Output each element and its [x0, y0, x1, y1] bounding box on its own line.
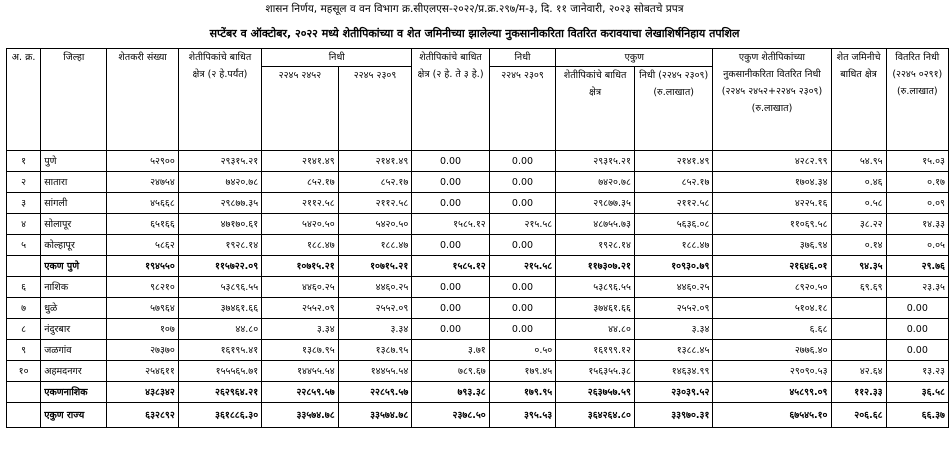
cell-value: ४५८९९.०९: [713, 382, 831, 403]
cell-value: १४४५५.५४: [338, 361, 412, 382]
cell-value: [831, 298, 886, 319]
cell-value: ३३९७०.३१: [634, 403, 713, 428]
cell-value: १५६३५५.३८: [556, 361, 635, 382]
cell-value: १९२८.१४: [556, 235, 635, 256]
cell-value: २९.७६: [886, 256, 948, 277]
cell-value: २०६.६८: [831, 403, 886, 428]
cell-value: २३०३९.५२: [634, 382, 713, 403]
header-grand: एकुण शेतीपिकांच्या नुकसानीकरिता वितरित निधी (२२४५ २४५२+२२४५ २३०९) (रु.लाखात): [713, 49, 831, 151]
cell-value: २२८५९.५७: [262, 382, 339, 403]
page-caption: शासन निर्णय, महसूल व वन विभाग क्र.सीएलएस-२०२२/प्र.क्र.२९७/म-३, दि. ११ जानेवारी, २०२३ सोबतचे प्रपत्र: [265, 3, 684, 15]
cell-value: २५४६११: [107, 361, 178, 382]
cell-value: ३७४६१.६६: [556, 298, 635, 319]
cell-value: ५३८९६.५५: [178, 277, 261, 298]
cell-district: पुणे: [41, 151, 107, 172]
cell-district: एकणनाशिक: [41, 382, 107, 403]
cell-value: ६५१६६: [107, 214, 178, 235]
header-total-area: शेतीपिकांचे बाधित क्षेत्र: [556, 67, 635, 151]
header-sr: अ. क्र.: [7, 49, 41, 151]
cell-value: ११२.३३: [831, 382, 886, 403]
cell-value: २११२.५८: [634, 193, 713, 214]
header-farmers: शेतकरी संख्या: [107, 49, 178, 151]
cell-value: ०.०५: [886, 235, 948, 256]
cell-value: ४२.६४: [831, 361, 886, 382]
cell-value: ३.३४: [262, 319, 339, 340]
header-fund-b: २२४५ २३०९: [338, 67, 412, 151]
cell-district: सातारा: [41, 172, 107, 193]
cell-value: ४४.८०: [178, 319, 261, 340]
page-title: सप्टेंबर व ऑक्टोबर, २०२२ मध्ये शेतीपिकांच्या व शेत जमिनीच्या झालेल्या नुकसानीकरिता वितरित करावयाचा लेखाशिर्षनिहाय तपशिल: [209, 27, 740, 40]
table-body: [7, 151, 949, 428]
cell-value: २२८५९.५७: [338, 382, 412, 403]
cell-sr: ८: [7, 319, 41, 340]
table-row: [7, 319, 949, 340]
header-land: शेत जमिनीचे बाधित क्षेत्र: [831, 49, 886, 151]
cell-value: ८५२.१७: [338, 172, 412, 193]
cell-value: ५२९००: [107, 151, 178, 172]
cell-value: १६१९५.४१: [178, 340, 261, 361]
cell-district: एकण पुणे: [41, 256, 107, 277]
table-row: [7, 277, 949, 298]
cell-value: ५१०४.१८: [713, 298, 831, 319]
cell-value: ३८.२२: [831, 214, 886, 235]
cell-value: 0.00: [412, 277, 489, 298]
cell-value: ४३८३४२: [107, 382, 178, 403]
cell-value: ३३५७४.७८: [262, 403, 339, 428]
cell-district: सोलापूर: [41, 214, 107, 235]
cell-value: ५७९६४: [107, 298, 178, 319]
cell-value: ०.४६: [831, 172, 886, 193]
table-row: [7, 340, 949, 361]
table-row: [7, 172, 949, 193]
cell-value: १९४५५०: [107, 256, 178, 277]
cell-value: ८५२.१७: [634, 172, 713, 193]
cell-value: ०.१७: [886, 172, 948, 193]
cell-value: 0.00: [412, 172, 489, 193]
cell-value: ११५७२२.०९: [178, 256, 261, 277]
cell-value: ४८७५५.७३: [556, 214, 635, 235]
cell-value: १८८.४७: [338, 235, 412, 256]
header-fund2-a: २२४५ २३०९: [489, 67, 556, 151]
cell-district: अहमदनगर: [41, 361, 107, 382]
cell-value: १७९.९५: [489, 382, 556, 403]
cell-value: ३६१८८६.३०: [178, 403, 261, 428]
data-table: [6, 48, 949, 428]
table-row: [7, 361, 949, 382]
cell-value: २१४१.४९: [634, 151, 713, 172]
cell-value: ४२२५.१६: [713, 193, 831, 214]
cell-value: २५५२.०९: [634, 298, 713, 319]
cell-value: 0.00: [489, 193, 556, 214]
cell-value: २३.३५: [886, 277, 948, 298]
cell-sr: ५: [7, 235, 41, 256]
cell-sr: [7, 403, 41, 428]
cell-value: ४४६०.२५: [338, 277, 412, 298]
header-district: जिल्हा: [41, 49, 107, 151]
cell-value: १८८.४७: [634, 235, 713, 256]
cell-value: ११०६९.५८: [713, 214, 831, 235]
cell-value: १५८५.१२: [412, 214, 489, 235]
cell-value: 0.00: [412, 193, 489, 214]
cell-value: 0.00: [489, 235, 556, 256]
table-row: [7, 298, 949, 319]
table-row: [7, 235, 949, 256]
cell-value: १३८८.४५: [634, 340, 713, 361]
cell-district: नाशिक: [41, 277, 107, 298]
cell-value: [831, 340, 886, 361]
cell-sr: १०: [7, 361, 41, 382]
cell-value: ०.०९: [886, 193, 948, 214]
cell-value: १३८७.९५: [338, 340, 412, 361]
cell-value: 0.00: [412, 298, 489, 319]
cell-value: ३.३४: [634, 319, 713, 340]
cell-value: २९८७७.३५: [178, 193, 261, 214]
cell-value: २१५.५८: [489, 256, 556, 277]
cell-value: ९८२१०: [107, 277, 178, 298]
cell-value: ३७४६१.६६: [178, 298, 261, 319]
cell-value: ७९३.३८: [412, 382, 489, 403]
cell-value: [831, 319, 886, 340]
cell-value: १०७१५.२१: [262, 256, 339, 277]
cell-value: १३.२३: [886, 361, 948, 382]
cell-value: १३८७.९५: [262, 340, 339, 361]
cell-value: ९४.३५: [831, 256, 886, 277]
cell-value: १४६३४.९९: [634, 361, 713, 382]
cell-value: २१४१.४९: [262, 151, 339, 172]
cell-district: नंदुरबार: [41, 319, 107, 340]
header-area: शेतीपिकांचे बाधित क्षेत्र (२ हे.पर्यंत): [178, 49, 261, 151]
cell-district: एकुण राज्य: [41, 403, 107, 428]
cell-value: १४४५५.५४: [262, 361, 339, 382]
cell-value: २६२९६४.२१: [178, 382, 261, 403]
cell-value: २९०९०.५३: [713, 361, 831, 382]
cell-value: २१६४६.०१: [713, 256, 831, 277]
cell-value: 0.00: [489, 298, 556, 319]
cell-value: ४४.८०: [556, 319, 635, 340]
cell-value: ४७१७०.६१: [178, 214, 261, 235]
cell-value: 0.00: [489, 319, 556, 340]
table-row: [7, 151, 949, 172]
cell-value: १५.०३: [886, 151, 948, 172]
header-fund: निधी: [262, 49, 412, 67]
cell-value: १०७: [107, 319, 178, 340]
cell-value: ३.३४: [338, 319, 412, 340]
cell-sr: ३: [7, 193, 41, 214]
cell-value: २५५२.०९: [338, 298, 412, 319]
cell-value: ६३२८९२: [107, 403, 178, 428]
cell-value: ४४६०.२५: [262, 277, 339, 298]
cell-value: ८५२.१७: [262, 172, 339, 193]
cell-value: ५८६२: [107, 235, 178, 256]
cell-value: 0.00: [886, 340, 948, 361]
table-total-row: [7, 256, 949, 277]
cell-value: ४४६०.२५: [634, 277, 713, 298]
cell-value: २९३१५.२१: [556, 151, 635, 172]
cell-value: ०.५०: [489, 340, 556, 361]
cell-value: ६६.३७: [886, 403, 948, 428]
table-row: [7, 193, 949, 214]
cell-sr: [7, 382, 41, 403]
header-fund2: निधी: [489, 49, 556, 67]
cell-value: ३६४२६४.८०: [556, 403, 635, 428]
cell-value: २११२.५८: [262, 193, 339, 214]
cell-value: ०.१४: [831, 235, 886, 256]
table-total-row: [7, 403, 949, 428]
cell-value: १९२८.१४: [178, 235, 261, 256]
cell-sr: ४: [7, 214, 41, 235]
header-total-fund: निधी (२२४५ २३०९) (रु.लाखात): [634, 67, 713, 151]
cell-value: २७७६.४०: [713, 340, 831, 361]
cell-value: १४.३३: [886, 214, 948, 235]
cell-value: ६.६८: [713, 319, 831, 340]
cell-value: ५४२०.५०: [262, 214, 339, 235]
cell-value: २४७५४: [107, 172, 178, 193]
cell-value: 0.00: [412, 235, 489, 256]
cell-district: कोल्हापूर: [41, 235, 107, 256]
cell-value: ५६३६.०८: [634, 214, 713, 235]
cell-value: २९८७७.३५: [556, 193, 635, 214]
header-area2: शेतीपिकांचे बाधित क्षेत्र (२ हे. ते ३ हे.): [412, 49, 489, 151]
cell-value: ३६.५८: [886, 382, 948, 403]
cell-value: ७८९.६७: [412, 361, 489, 382]
cell-sr: ७: [7, 298, 41, 319]
cell-value: 0.00: [412, 151, 489, 172]
cell-sr: ६: [7, 277, 41, 298]
cell-sr: १: [7, 151, 41, 172]
cell-value: ४२८२.९९: [713, 151, 831, 172]
cell-value: 0.00: [489, 277, 556, 298]
cell-value: १८८.४७: [262, 235, 339, 256]
cell-value: ७४२०.७८: [556, 172, 635, 193]
cell-value: ३७६.९४: [713, 235, 831, 256]
header-fund-a: २२४५ २४५२: [262, 67, 339, 151]
cell-value: ३.७१: [412, 340, 489, 361]
cell-value: १७०४.३४: [713, 172, 831, 193]
cell-value: १०७१५.२१: [338, 256, 412, 277]
cell-value: १६१९९.१२: [556, 340, 635, 361]
cell-value: ११७३०७.२१: [556, 256, 635, 277]
cell-value: ८९२०.५०: [713, 277, 831, 298]
cell-value: १५८५.१२: [412, 256, 489, 277]
cell-value: ३३५७४.७८: [338, 403, 412, 428]
cell-value: २६३७५७.५९: [556, 382, 635, 403]
cell-value: ५३८९६.५५: [556, 277, 635, 298]
cell-district: जळगांव: [41, 340, 107, 361]
cell-value: ७४२०.७८: [178, 172, 261, 193]
cell-value: ६७५४५.१०: [713, 403, 831, 428]
cell-sr: २: [7, 172, 41, 193]
cell-value: ३९५.५३: [489, 403, 556, 428]
cell-value: ५४२०.५०: [338, 214, 412, 235]
cell-value: ४५६६८: [107, 193, 178, 214]
cell-value: २११२.५८: [338, 193, 412, 214]
cell-value: २७३७०: [107, 340, 178, 361]
cell-value: ६९.६९: [831, 277, 886, 298]
cell-value: 0.00: [489, 172, 556, 193]
cell-value: 0.00: [412, 319, 489, 340]
cell-value: ५४.९५: [831, 151, 886, 172]
cell-value: २१४१.४९: [338, 151, 412, 172]
cell-district: धुळे: [41, 298, 107, 319]
cell-value: २५५२.०९: [262, 298, 339, 319]
table-total-row: [7, 382, 949, 403]
header-total: एकुण: [556, 49, 713, 67]
cell-value: १०९३०.७९: [634, 256, 713, 277]
cell-value: २३७८.५०: [412, 403, 489, 428]
table-row: [7, 214, 949, 235]
cell-value: 0.00: [886, 298, 948, 319]
cell-district: सांगली: [41, 193, 107, 214]
cell-value: १७९.४५: [489, 361, 556, 382]
cell-value: 0.00: [489, 151, 556, 172]
cell-value: २१५.५८: [489, 214, 556, 235]
cell-sr: [7, 256, 41, 277]
header-dist-fund: वितरित निधी (२२४५ ०२९१) (रु.लाखात): [886, 49, 948, 151]
cell-sr: ९: [7, 340, 41, 361]
cell-value: 0.00: [886, 319, 948, 340]
cell-value: १५५५६५.७१: [178, 361, 261, 382]
cell-value: २९३१५.२१: [178, 151, 261, 172]
cell-value: ०.५८: [831, 193, 886, 214]
